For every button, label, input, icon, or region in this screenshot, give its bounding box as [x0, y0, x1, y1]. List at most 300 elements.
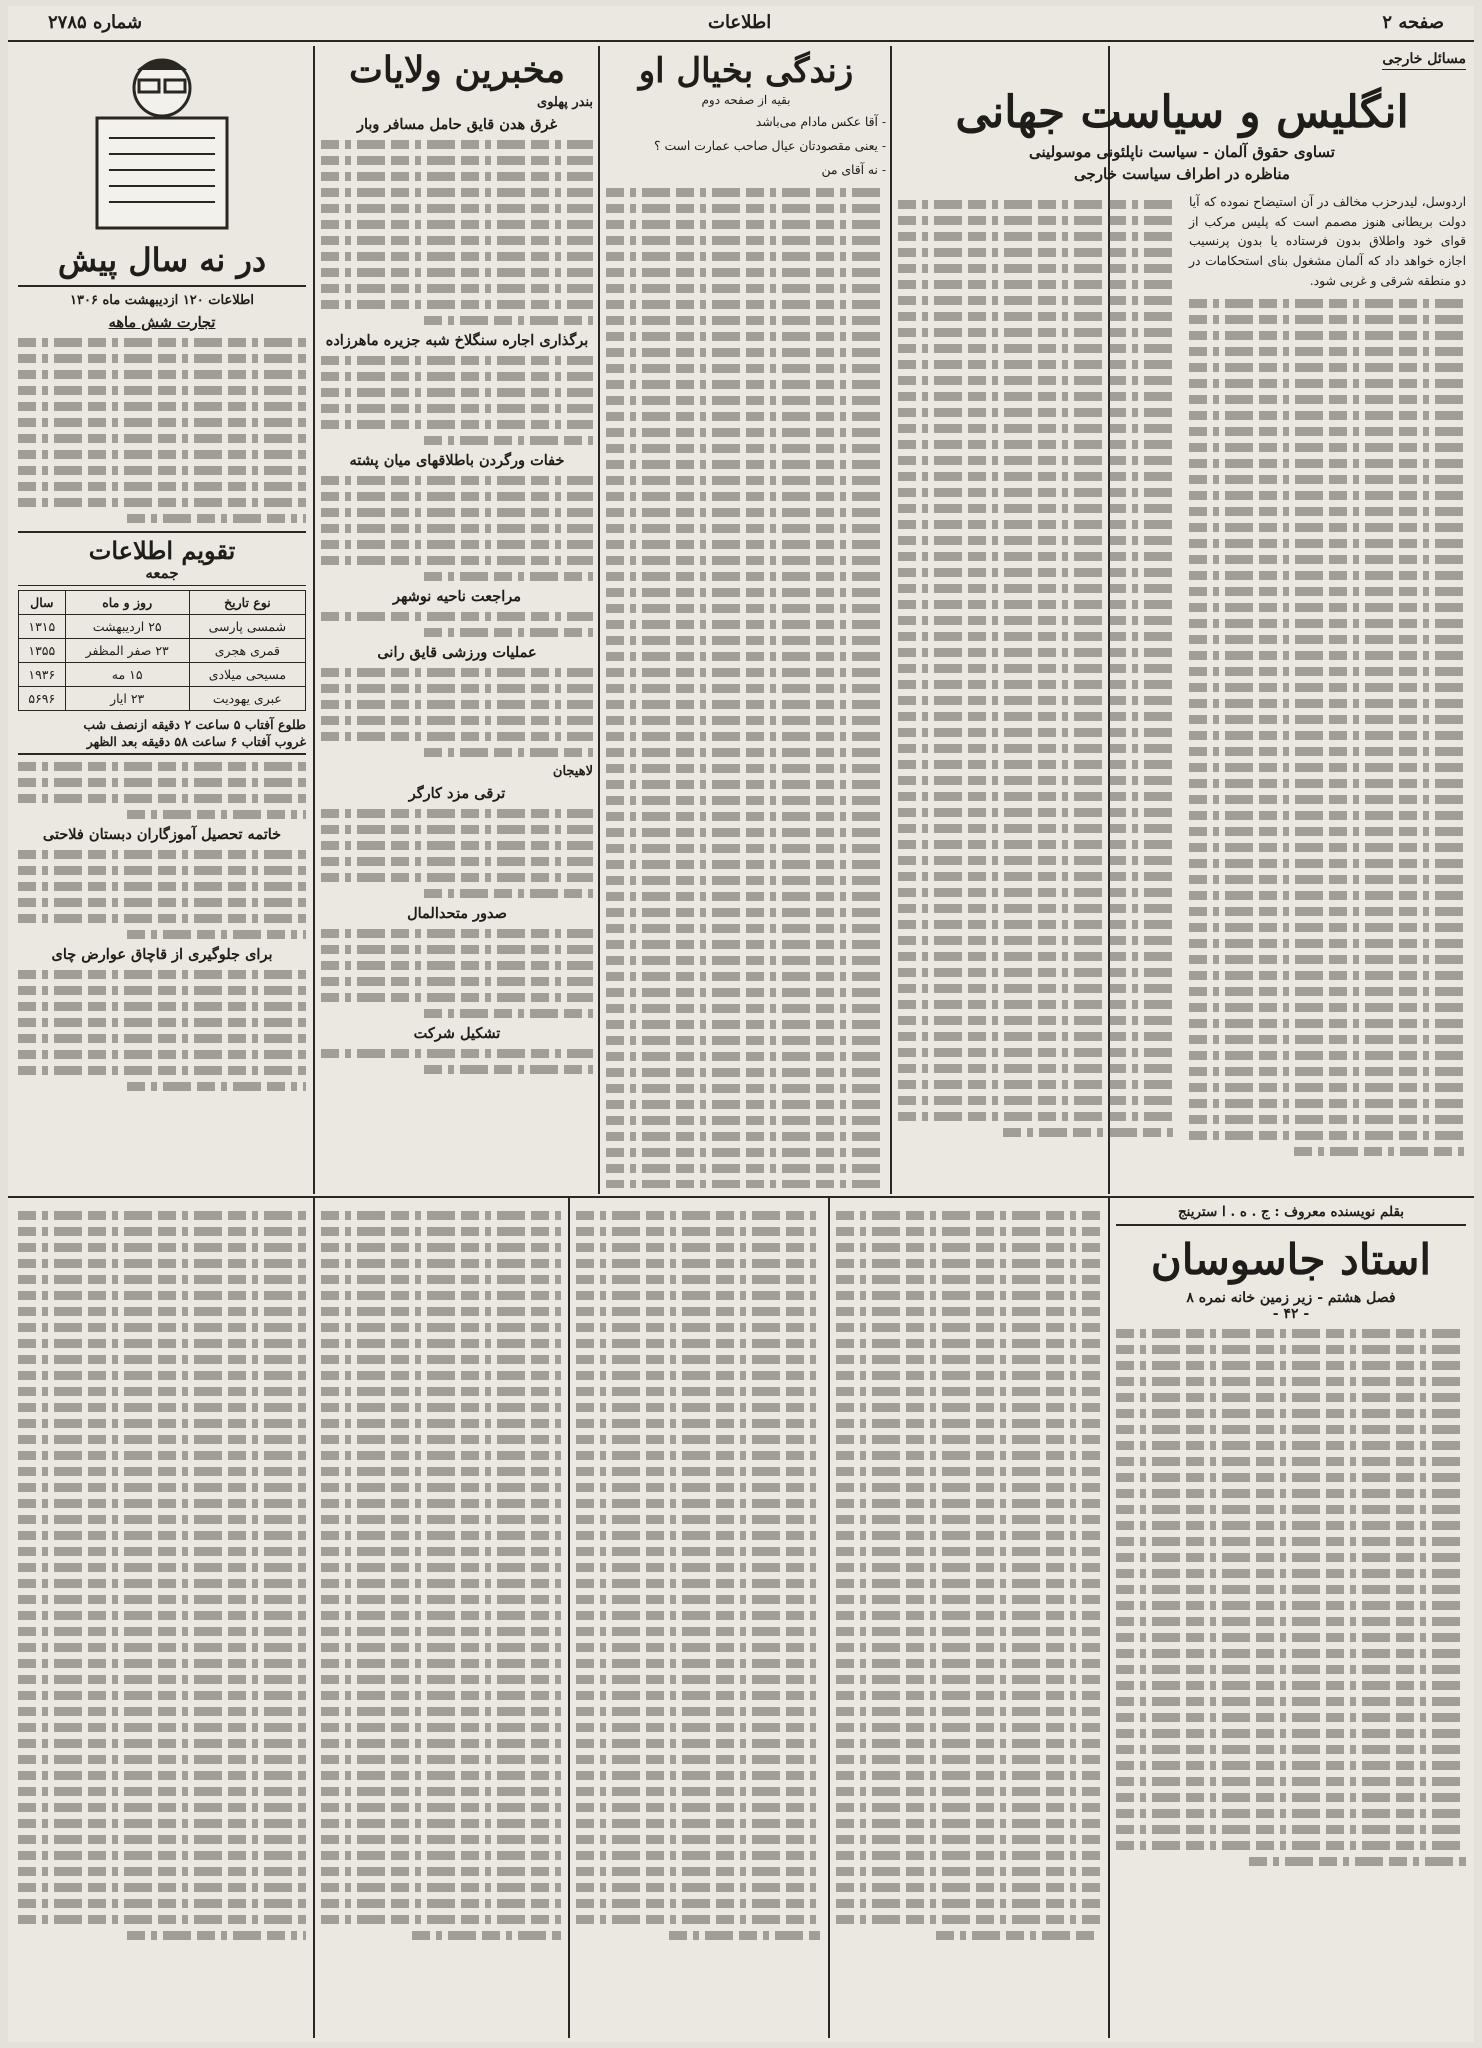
- body-text-line: [18, 1323, 306, 1332]
- body-text-line: [1189, 747, 1466, 756]
- body-text-line: [576, 1611, 820, 1620]
- body-text-line: [1116, 1809, 1466, 1818]
- body-text-line: [1189, 475, 1466, 484]
- body-text-line: [1189, 555, 1466, 564]
- body-text-line: [576, 1595, 820, 1604]
- body-text-line: [576, 1803, 820, 1812]
- body-text-line: [606, 268, 886, 277]
- body-text-line: [836, 1355, 1100, 1364]
- column-rule: [828, 1198, 830, 2038]
- body-text-line: [1189, 299, 1466, 308]
- body-text-line: [321, 1899, 561, 1908]
- body-text-line: [321, 156, 593, 165]
- body-text-line: [606, 300, 886, 309]
- body-text-line: [1116, 1665, 1466, 1674]
- body-text-line: [1189, 539, 1466, 548]
- body-text-line: [606, 284, 886, 293]
- body-text-line: [898, 1048, 1175, 1057]
- body-text-line: [18, 1451, 306, 1460]
- body-text-line: [606, 860, 886, 869]
- body-text-line: [321, 1563, 561, 1572]
- body-text-line: [321, 1451, 561, 1460]
- body-text-line: [321, 1387, 561, 1396]
- body-text-line: [898, 360, 1175, 369]
- body-text-line: [576, 1547, 820, 1556]
- body-text-line: [898, 392, 1175, 401]
- body-text-line: [1003, 1128, 1175, 1137]
- body-text-line: [321, 1419, 561, 1428]
- body-text-line: [606, 732, 886, 741]
- body-text-line: [321, 841, 593, 850]
- body-text-line: [836, 1323, 1100, 1332]
- body-text-line: [1189, 587, 1466, 596]
- body-text-line: [898, 552, 1175, 561]
- body-text-line: [898, 664, 1175, 673]
- body-text-line: [606, 636, 886, 645]
- body-text-line: [321, 556, 593, 565]
- body-text-line: [576, 1211, 820, 1220]
- body-text-line: [836, 1243, 1100, 1252]
- news-item-title: تشکیل شرکت: [413, 1025, 501, 1043]
- body-text-line: [321, 1643, 561, 1652]
- body-text-line: [898, 1080, 1175, 1089]
- body-text-line: [606, 796, 886, 805]
- body-text-line: [424, 748, 593, 757]
- body-text-line: [606, 492, 886, 501]
- story-headline: زندگی بخیال او: [638, 51, 854, 91]
- body-text-line: [606, 748, 886, 757]
- body-text-line: [576, 1467, 820, 1476]
- body-text-line: [1116, 1553, 1466, 1562]
- body-text-line: [1294, 1147, 1466, 1156]
- body-text-line: [1189, 363, 1466, 372]
- body-text-line: [836, 1659, 1100, 1668]
- body-text-line: [1116, 1825, 1466, 1834]
- body-text-line: [898, 216, 1175, 225]
- body-text-line: [424, 316, 593, 325]
- body-text-line: [1116, 1441, 1466, 1450]
- body-text-line: [898, 472, 1175, 481]
- body-text-line: [898, 1096, 1175, 1105]
- body-text-line: [606, 444, 886, 453]
- body-text-line: [1189, 811, 1466, 820]
- body-text-line: [18, 1355, 306, 1364]
- body-text-line: [576, 1739, 820, 1748]
- body-text-line: [424, 1009, 593, 1018]
- body-text-line: [1189, 459, 1466, 468]
- body-text-line: [1116, 1361, 1466, 1370]
- body-text-line: [321, 1483, 561, 1492]
- calendar-cell: ۱۳۵۵: [19, 639, 66, 663]
- body-text-line: [1116, 1457, 1466, 1466]
- body-text-line: [18, 1211, 306, 1220]
- news-item-title: عملیات ورزشی قایق رانی: [377, 644, 537, 662]
- body-text-line: [606, 524, 886, 533]
- body-text-line: [1116, 1425, 1466, 1434]
- body-text-line: [18, 1563, 306, 1572]
- body-text-line: [18, 1803, 306, 1812]
- body-text-line: [576, 1291, 820, 1300]
- body-text-line: [424, 572, 593, 581]
- body-text-line: [898, 680, 1175, 689]
- column-rule: [313, 1198, 315, 2038]
- body-text-line: [321, 420, 593, 429]
- body-text-line: [321, 961, 593, 970]
- body-text-line: [321, 809, 593, 818]
- lead-article: [898, 48, 1466, 1188]
- body-text-line: [576, 1787, 820, 1796]
- body-text-line: [18, 1018, 306, 1027]
- body-text-line: [898, 1064, 1175, 1073]
- story-line: - نه آقای من: [821, 162, 886, 177]
- body-text-line: [321, 204, 593, 213]
- body-text-line: [836, 1483, 1100, 1492]
- body-text-line: [606, 540, 886, 549]
- body-text-line: [836, 1595, 1100, 1604]
- serial-novel: [1116, 1204, 1466, 2034]
- novel-column: [18, 1204, 306, 2034]
- body-text-line: [606, 716, 886, 725]
- body-text-line: [836, 1867, 1100, 1876]
- calendar-cell: ۲۳ صفر المظفر: [65, 639, 189, 663]
- past-years-title: در نه سال پیش: [18, 242, 306, 287]
- calendar-row: [19, 687, 306, 711]
- body-text-line: [1189, 667, 1466, 676]
- calendar-title: تقویم اطلاعات: [88, 535, 236, 565]
- issue-number: شماره ۲۷۸۵: [48, 12, 143, 33]
- body-text-line: [836, 1883, 1100, 1892]
- story-line: - آقا عکس مادام می‌باشد: [755, 115, 886, 130]
- column-rule: [598, 46, 600, 1194]
- body-text-line: [18, 1291, 306, 1300]
- sunset-time: غروب آفتاب ۶ ساعت ۵۸ دقیقه بعد الظهر: [18, 734, 306, 755]
- body-text-line: [321, 668, 593, 677]
- body-text-line: [836, 1499, 1100, 1508]
- body-text-line: [898, 536, 1175, 545]
- body-text-line: [836, 1707, 1100, 1716]
- body-text-line: [898, 600, 1175, 609]
- body-text-line: [18, 1899, 306, 1908]
- body-text-line: [127, 514, 306, 523]
- body-text-line: [576, 1499, 820, 1508]
- body-text-line: [576, 1819, 820, 1828]
- calendar-box: [18, 531, 306, 756]
- body-text-line: [836, 1227, 1100, 1236]
- body-text-line: [321, 1547, 561, 1556]
- body-text-line: [898, 984, 1175, 993]
- body-text-line: [1189, 443, 1466, 452]
- body-text-line: [321, 252, 593, 261]
- body-text-line: [606, 1084, 886, 1093]
- body-text-line: [18, 1050, 306, 1059]
- body-text-line: [321, 825, 593, 834]
- body-text-line: [18, 882, 306, 891]
- body-text-line: [1189, 1067, 1466, 1076]
- novel-column: [321, 1204, 561, 2034]
- body-text-line: [836, 1371, 1100, 1380]
- body-text-line: [836, 1419, 1100, 1428]
- fold-rule: [8, 1196, 1474, 1198]
- body-text-line: [1116, 1393, 1466, 1402]
- body-text-line: [836, 1851, 1100, 1860]
- body-text-line: [898, 1000, 1175, 1009]
- body-text-line: [836, 1467, 1100, 1476]
- body-text-line: [1116, 1409, 1466, 1418]
- body-text-line: [898, 312, 1175, 321]
- body-text-line: [321, 220, 593, 229]
- novel-author-line: بقلم نویسنده معروف : ج . ه . ا سترینج: [1116, 1204, 1466, 1226]
- body-text-line: [898, 744, 1175, 753]
- body-text-line: [321, 1243, 561, 1252]
- body-text-line: [606, 940, 886, 949]
- body-text-line: [836, 1515, 1100, 1524]
- calendar-header: روز و ماه: [65, 591, 189, 615]
- body-text-line: [898, 888, 1175, 897]
- calendar-cell: ۱۹۳۶: [19, 663, 66, 687]
- body-text-line: [321, 524, 593, 533]
- body-text-line: [606, 1148, 886, 1157]
- body-text-line: [321, 372, 593, 381]
- body-text-line: [321, 1675, 561, 1684]
- body-text-line: [18, 450, 306, 459]
- body-text-line: [1189, 1083, 1466, 1092]
- body-text-line: [606, 668, 886, 677]
- body-text-line: [836, 1531, 1100, 1540]
- news-item-title: خفات ورگردن باطلاقهای میان پشته: [349, 452, 565, 470]
- body-text-line: [18, 1851, 306, 1860]
- body-text-line: [836, 1835, 1100, 1844]
- body-text-line: [576, 1275, 820, 1284]
- side-item-title: برای جلوگیری از قاچاق عوارض چای: [51, 946, 273, 964]
- body-text-line: [898, 824, 1175, 833]
- body-text-line: [576, 1259, 820, 1268]
- body-text-line: [836, 1755, 1100, 1764]
- news-item-title: برگذاری اجاره سنگلاخ شبه جزیره ماهرزاده: [325, 332, 589, 350]
- body-text-line: [898, 792, 1175, 801]
- body-text-line: [898, 856, 1175, 865]
- body-text-line: [836, 1563, 1100, 1572]
- body-text-line: [606, 956, 886, 965]
- body-text-line: [836, 1339, 1100, 1348]
- body-text-line: [1189, 907, 1466, 916]
- body-text-line: [412, 1931, 561, 1940]
- body-text-line: [606, 988, 886, 997]
- body-text-line: [576, 1627, 820, 1636]
- body-text-line: [836, 1611, 1100, 1620]
- body-text-line: [1189, 379, 1466, 388]
- body-text-line: [606, 572, 886, 581]
- body-text-line: [606, 476, 886, 485]
- novel-part: - ۴۲ -: [1272, 1306, 1310, 1323]
- body-text-line: [18, 866, 306, 875]
- body-text-line: [606, 316, 886, 325]
- body-text-line: [1116, 1473, 1466, 1482]
- novel-headline: استاد جاسوسان: [1150, 1235, 1432, 1284]
- body-text-line: [321, 1307, 561, 1316]
- dateline: لاهیجان: [552, 764, 593, 780]
- body-text-line: [576, 1915, 820, 1924]
- body-text-line: [606, 828, 886, 837]
- body-text-line: [1116, 1329, 1466, 1338]
- body-text-line: [18, 1739, 306, 1748]
- body-text-line: [576, 1883, 820, 1892]
- body-text-line: [898, 840, 1175, 849]
- body-text-line: [898, 872, 1175, 881]
- body-text-line: [321, 1691, 561, 1700]
- calendar-cell: مسیحی میلادی: [189, 663, 305, 687]
- body-text-line: [576, 1323, 820, 1332]
- body-text-line: [1189, 347, 1466, 356]
- body-text-line: [424, 1065, 593, 1074]
- body-text-line: [898, 248, 1175, 257]
- body-text-line: [18, 1659, 306, 1668]
- body-text-line: [1189, 523, 1466, 532]
- body-text-line: [898, 728, 1175, 737]
- body-text-line: [1189, 1051, 1466, 1060]
- body-text-line: [606, 332, 886, 341]
- body-text-line: [321, 1819, 561, 1828]
- body-text-line: [1189, 619, 1466, 628]
- body-text-line: [898, 232, 1175, 241]
- body-text-line: [321, 612, 593, 621]
- body-text-line: [1189, 427, 1466, 436]
- body-text-line: [321, 284, 593, 293]
- body-text-line: [606, 204, 886, 213]
- body-text-line: [18, 434, 306, 443]
- body-text-line: [606, 604, 886, 613]
- body-text-line: [321, 1595, 561, 1604]
- column-rule: [1108, 1198, 1110, 2038]
- body-text-line: [836, 1915, 1100, 1924]
- body-text-line: [606, 1100, 886, 1109]
- body-text-line: [1189, 763, 1466, 772]
- body-text-line: [576, 1659, 820, 1668]
- body-text-line: [898, 488, 1175, 497]
- body-text-line: [606, 1132, 886, 1141]
- body-text-line: [898, 344, 1175, 353]
- body-text-line: [836, 1451, 1100, 1460]
- body-text-line: [1116, 1601, 1466, 1610]
- body-text-line: [898, 1032, 1175, 1041]
- body-text-line: [321, 1611, 561, 1620]
- body-text-line: [1116, 1633, 1466, 1642]
- side-item-title: خاتمه تحصیل آموزگاران دبستان فلاحتی: [42, 826, 282, 844]
- body-text-line: [18, 1867, 306, 1876]
- body-text-line: [1116, 1681, 1466, 1690]
- body-text-line: [321, 977, 593, 986]
- news-item-title: مراجعت ناحیه نوشهر: [392, 588, 521, 606]
- body-text-line: [1189, 331, 1466, 340]
- body-text-line: [576, 1723, 820, 1732]
- body-text-line: [606, 620, 886, 629]
- body-text-line: [1189, 779, 1466, 788]
- body-text-line: [18, 418, 306, 427]
- body-text-line: [18, 1275, 306, 1284]
- body-text-line: [606, 188, 886, 197]
- calendar-row: [19, 663, 306, 687]
- body-text-line: [836, 1259, 1100, 1268]
- body-text-line: [836, 1275, 1100, 1284]
- body-text-line: [18, 1435, 306, 1444]
- body-text-line: [1189, 603, 1466, 612]
- body-text-line: [1116, 1649, 1466, 1658]
- calendar-cell: ۱۳۱۵: [19, 615, 66, 639]
- body-text-line: [1116, 1617, 1466, 1626]
- body-text-line: [606, 1164, 886, 1173]
- news-item-title: ترقی مزد کارگر: [408, 785, 506, 803]
- body-text-line: [606, 1020, 886, 1029]
- lead-headline: انگلیس و سیاست جهانی: [955, 87, 1409, 138]
- body-text-line: [1116, 1521, 1466, 1530]
- body-text-line: [576, 1867, 820, 1876]
- body-text-line: [1189, 859, 1466, 868]
- body-text-line: [606, 812, 886, 821]
- body-text-line: [898, 1016, 1175, 1025]
- body-text-line: [321, 1049, 593, 1058]
- past-article-title: تجارت شش ماهه: [108, 313, 216, 331]
- body-text-line: [606, 588, 886, 597]
- body-text-line: [18, 1419, 306, 1428]
- body-text-line: [321, 1627, 561, 1636]
- body-text-line: [1189, 731, 1466, 740]
- body-text-line: [898, 616, 1175, 625]
- body-text-line: [321, 172, 593, 181]
- section-label: مسائل خارجی: [1382, 51, 1466, 70]
- body-text-line: [606, 764, 886, 773]
- body-text-line: [18, 1787, 306, 1796]
- body-text-line: [321, 508, 593, 517]
- provincial-headline: مخبرین ولایات: [349, 49, 565, 91]
- body-text-line: [576, 1643, 820, 1652]
- body-text-line: [1189, 1003, 1466, 1012]
- body-text-line: [18, 1627, 306, 1636]
- body-text-line: [321, 700, 593, 709]
- body-text-line: [1189, 987, 1466, 996]
- reader-hair: [137, 59, 187, 70]
- body-text-line: [321, 1227, 561, 1236]
- body-text-line: [606, 972, 886, 981]
- calendar-table: [18, 590, 306, 711]
- body-text-line: [606, 892, 886, 901]
- body-text-line: [898, 936, 1175, 945]
- body-text-line: [321, 1435, 561, 1444]
- body-text-line: [18, 1243, 306, 1252]
- calendar-header: نوع تاریخ: [189, 591, 305, 615]
- body-text-line: [424, 889, 593, 898]
- body-text-line: [836, 1387, 1100, 1396]
- body-text-line: [898, 696, 1175, 705]
- body-text-line: [836, 1579, 1100, 1588]
- body-text-line: [898, 456, 1175, 465]
- body-text-line: [321, 1403, 561, 1412]
- body-text-line: [18, 1835, 306, 1844]
- body-text-line: [18, 1547, 306, 1556]
- body-text-line: [321, 1291, 561, 1300]
- body-text-line: [1189, 891, 1466, 900]
- calendar-header: سال: [19, 591, 66, 615]
- body-text-line: [18, 1259, 306, 1268]
- calendar-cell: ۱۵ مه: [65, 663, 189, 687]
- body-text-line: [606, 556, 886, 565]
- body-text-line: [606, 348, 886, 357]
- body-text-line: [836, 1771, 1100, 1780]
- body-text-line: [321, 1467, 561, 1476]
- body-text-line: [606, 508, 886, 517]
- body-text-line: [576, 1387, 820, 1396]
- body-text-line: [424, 628, 593, 637]
- body-text-line: [1116, 1345, 1466, 1354]
- novel-column: [576, 1204, 820, 2034]
